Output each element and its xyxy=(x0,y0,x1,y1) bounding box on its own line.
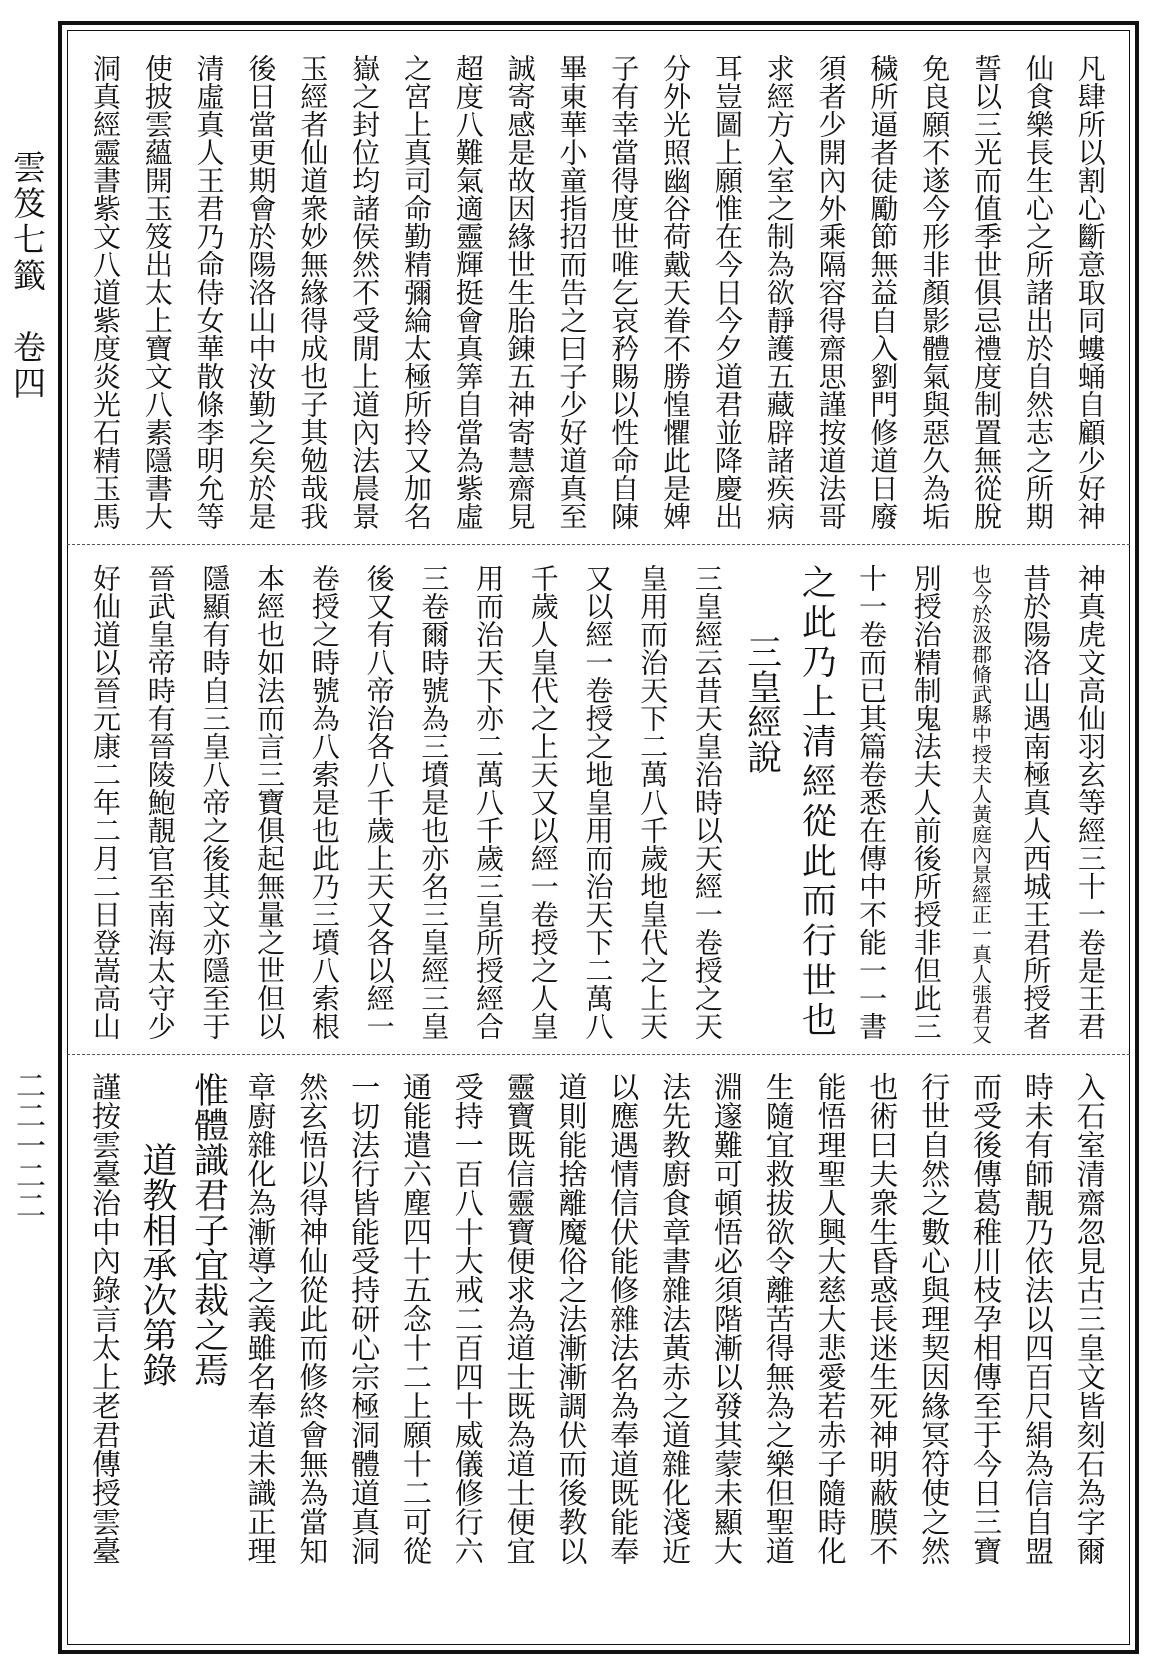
page-number-margin: 二二一二二 xyxy=(10,1070,45,1220)
text-column: 通能遣六塵四十五念十二上願十二可從 xyxy=(398,1072,433,1565)
text-column: 耳豈圖上願惟在今日今夕道君並降慶出 xyxy=(710,54,744,530)
text-column: 也術曰夫衆生昏惑長迷生死神明蔽膜不 xyxy=(865,1072,900,1565)
text-column: 以應遇情信伏能修雜法名為奉道既能奉 xyxy=(606,1072,641,1565)
text-column: 本經也如法而言三寶俱起無量之世但以 xyxy=(253,564,287,1040)
text-column: 神真虎文高仙羽玄等經三十一卷是王君 xyxy=(1073,564,1107,1040)
text-column: 法先教廚食章書雜法黃赤之道雜化淺近 xyxy=(658,1072,693,1565)
text-column: 時未有師靚乃依法以四百尺絹為信自盟 xyxy=(1020,1072,1055,1565)
text-column: 受持一百八十大戒二百四十威儀修行六 xyxy=(450,1072,485,1565)
text-column: 免良願不遂今形非顏影體氣與惡久為垢 xyxy=(918,54,952,530)
section-heading-column: 道教相承次第錄 xyxy=(136,1142,177,1387)
text-column: 洞真經靈書紫文八道紫度炎光石精玉馬 xyxy=(89,54,122,530)
text-column: 仙食樂長生心之所諸出於自然志之所期 xyxy=(1021,54,1055,530)
text-column: 求經方入室之制為欲靜護五藏辟諸疾病 xyxy=(762,54,796,530)
text-column: 三卷爾時號為三墳是也亦名三皇經三皇 xyxy=(417,564,451,1040)
text-column: 使披雲蘊開玉笈出太上寶文八素隱書大 xyxy=(140,54,174,530)
text-column: 玉經者仙道衆妙無緣得成也子其勉哉我 xyxy=(296,54,330,530)
text-column: 須者少開內外乘隔容得齋思謹按道法哥 xyxy=(814,54,848,530)
text-column: 之此乃上清經從此而行世也 xyxy=(796,564,837,1042)
text-column: 後日當更期會於陽洛山中汝勤之矣於是 xyxy=(244,54,278,530)
register-divider-2 xyxy=(67,1054,1130,1055)
register-middle xyxy=(67,564,1130,1048)
book-title-margin: 雲笈七籤 卷四 xyxy=(8,150,47,402)
text-column: 別授治精制鬼法夫人前後所授非但此三 xyxy=(909,564,943,1040)
text-column: 道則能捨離魔俗之法漸漸調伏而後教以 xyxy=(554,1072,589,1565)
text-column: 惟體識君子宜裁之焉 xyxy=(188,1072,229,1387)
text-column: 能悟理聖人興大慈大悲愛若赤子隨時化 xyxy=(813,1072,848,1565)
register-top xyxy=(67,54,1130,538)
text-column: 卷授之時號為八索是也此乃三墳八索根 xyxy=(307,564,341,1040)
text-column: 行世自然之數心與理契因緣冥符使之然 xyxy=(917,1072,952,1565)
text-column: 穢所逼者徒勵節無益自入劉門修道日廢 xyxy=(866,54,900,530)
text-column: 誓以三光而值季世俱忌禮度制置無從脫 xyxy=(970,54,1004,530)
text-column: 又以經一卷授之地皇用而治天下二萬八 xyxy=(581,564,615,1040)
text-column: 昔於陽洛山遇南極真人西城王君所授者 xyxy=(1019,564,1053,1040)
text-column: 千歲人皇代之上天又以經一卷授之人皇 xyxy=(526,564,560,1040)
text-column: 隱顯有時自三皇八帝之後其文亦隱至于 xyxy=(198,564,232,1040)
register-bottom xyxy=(67,1072,1130,1566)
text-column: 子有幸當得度世唯乞哀矜賜以性命自陳 xyxy=(607,54,641,530)
text-column: 超度八難氣適靈輝挺會真筭自當為紫虛 xyxy=(451,54,485,530)
text-column: 畢東華小童指招而告之曰子少好道真至 xyxy=(555,54,589,530)
text-column: 凡肆所以割心斷意取同螻蛹自顧少好神 xyxy=(1073,54,1107,530)
text-column: 生隨宜救拔欲令離苦得無為之樂但聖道 xyxy=(761,1072,796,1565)
text-column: 也今於汲郡脩武縣中授夫人黃庭內景經正一真人張君又 xyxy=(968,564,993,1044)
text-column: 之宮上真司命勤精彌綸太極所拎又加名 xyxy=(399,54,433,530)
text-column: 而受後傳葛稚川枝孕相傳至于今日三寶 xyxy=(969,1072,1004,1565)
text-column: 謹按雲臺治中內錄言太上老君傳授雲臺 xyxy=(88,1072,122,1565)
text-column: 用而治天下亦二萬八千歲三皇所授經合 xyxy=(472,564,506,1040)
text-column: 分外光照幽谷荷戴天眷不勝惶懼此是婢 xyxy=(659,54,693,530)
register-divider-1 xyxy=(67,544,1130,545)
text-column: 淵邃難可頓悟必須階漸以發其蒙未顯大 xyxy=(709,1072,744,1565)
text-column: 皇用而治天下二萬八千歲地皇代之上天 xyxy=(636,564,670,1040)
text-column: 然玄悟以得神仙從此而修終會無為當知 xyxy=(295,1072,330,1565)
text-column: 靈寶既信靈寶便求為道士既為道士便宜 xyxy=(502,1072,537,1565)
text-column: 清虛真人王君乃命侍女華散條李明允等 xyxy=(192,54,226,530)
text-column: 十一卷而已其篇卷悉在傳中不能一一書 xyxy=(855,564,889,1040)
text-column: 晉武皇帝時有晉陵鮑靚官至南海太守少 xyxy=(143,564,177,1040)
text-column: 後又有八帝治各八千歲上天又各以經一 xyxy=(362,564,396,1040)
text-column: 誠寄感是故因緣世生胎錬五神寄慧齋見 xyxy=(503,54,537,530)
text-column: 入石室清齋忽見古三皇文皆刻石為字爾 xyxy=(1072,1072,1107,1565)
text-column: 一切法行皆能受持研心宗極洞體道真洞 xyxy=(347,1072,382,1565)
text-column: 好仙道以晉元康二年二月二日登嵩高山 xyxy=(89,564,122,1040)
text-column: 章廚雜化為漸導之義雖名奉道未識正理 xyxy=(243,1072,278,1565)
text-column: 三皇經云昔天皇治時以天經一卷授之天 xyxy=(690,564,724,1040)
section-heading-column: 三皇經說 xyxy=(741,634,782,774)
text-column: 嶽之封位均諸侯然不受閒上道內法晨景 xyxy=(348,54,382,530)
